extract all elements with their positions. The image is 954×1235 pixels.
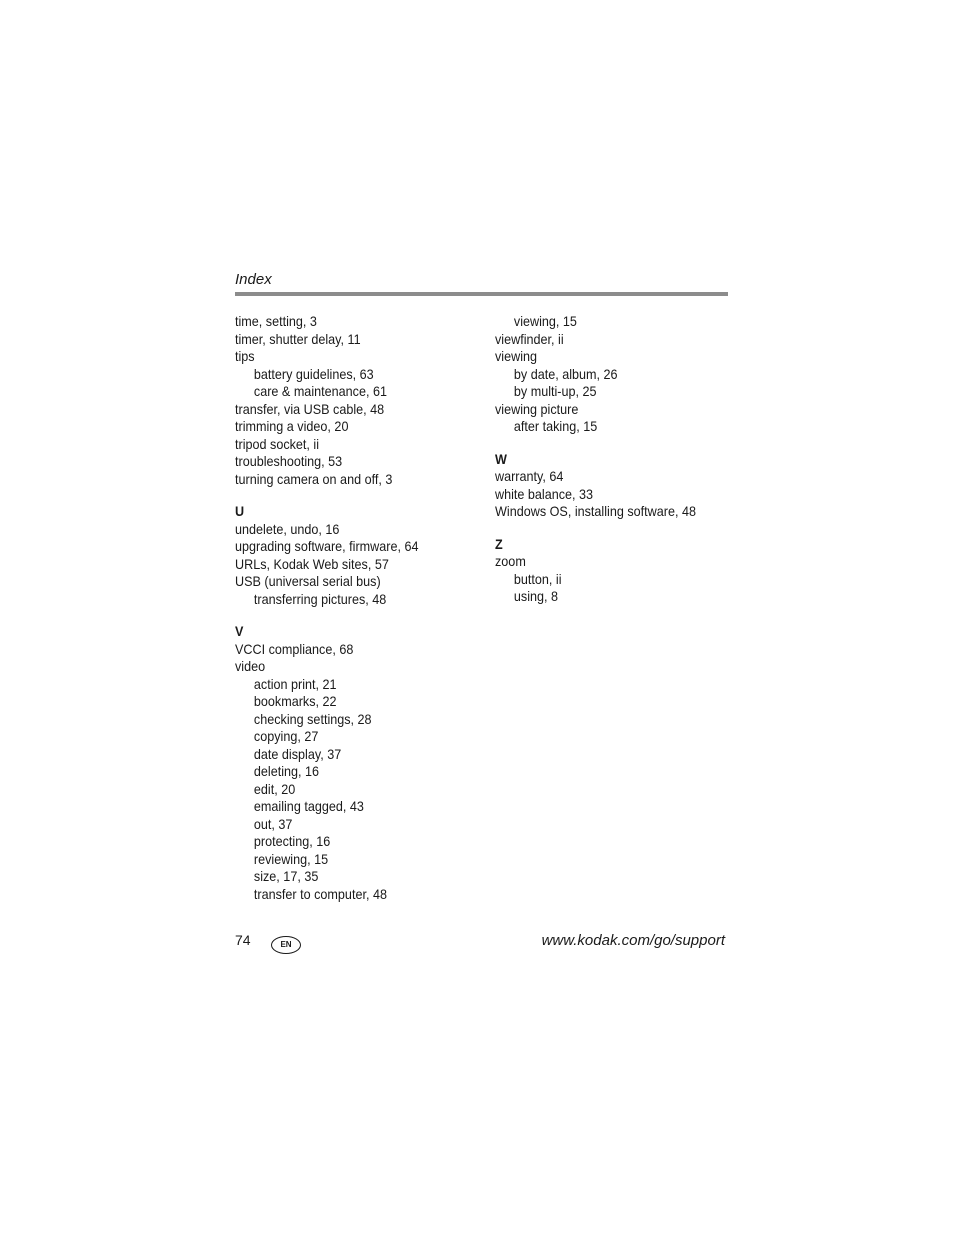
index-column-right bbox=[495, 313, 745, 606]
index-subentry: care & maintenance, 61 bbox=[253, 383, 387, 399]
index-entry: tripod socket, ii bbox=[235, 435, 320, 452]
index-section-letter: W bbox=[495, 450, 507, 467]
index-subentry: action print, 21 bbox=[253, 675, 337, 692]
index-entry: troubleshooting, 53 bbox=[235, 453, 343, 469]
index-entry: viewing bbox=[495, 348, 538, 364]
index-subentry: transferring pictures, 48 bbox=[253, 590, 387, 607]
index-subentry: date display, 37 bbox=[253, 745, 342, 762]
index-subentry: checking settings, 28 bbox=[253, 710, 372, 727]
index-subentry: button, ii bbox=[513, 570, 562, 587]
index-entry: VCCI compliance, 68 bbox=[235, 640, 354, 657]
section-gap bbox=[235, 608, 485, 623]
index-entry: undelete, undo, 16 bbox=[235, 520, 340, 537]
index-section-letter: U bbox=[235, 503, 245, 519]
language-badge-icon: EN bbox=[271, 936, 301, 954]
index-entry: viewfinder, ii bbox=[495, 330, 564, 347]
index-subentry: size, 17, 35 bbox=[253, 868, 319, 884]
index-entry: viewing picture bbox=[495, 400, 579, 417]
index-entry: trimming a video, 20 bbox=[235, 418, 349, 434]
section-gap bbox=[495, 521, 745, 536]
header-rule bbox=[235, 292, 728, 296]
index-section-letter: V bbox=[235, 623, 244, 639]
index-subentry: using, 8 bbox=[513, 588, 559, 604]
index-entry: transfer, via USB cable, 48 bbox=[235, 400, 385, 417]
index-entry: zoom bbox=[495, 553, 526, 569]
index-subentry: after taking, 15 bbox=[513, 418, 598, 434]
index-subentry: transfer to computer, 48 bbox=[253, 885, 387, 902]
index-entry: video bbox=[235, 658, 266, 674]
index-entry: Windows OS, installing software, 48 bbox=[495, 503, 696, 519]
index-subentry: battery guidelines, 63 bbox=[253, 365, 374, 382]
index-entry: timer, shutter delay, 11 bbox=[235, 330, 361, 347]
index-subentry: viewing, 15 bbox=[513, 313, 577, 329]
index-subentry: emailing tagged, 43 bbox=[253, 798, 364, 814]
index-entry: time, setting, 3 bbox=[235, 313, 317, 329]
index-section-letter: Z bbox=[495, 535, 503, 552]
index-entry: USB (universal serial bus) bbox=[235, 573, 381, 589]
index-entry: turning camera on and off, 3 bbox=[235, 470, 393, 487]
index-subentry: by date, album, 26 bbox=[513, 365, 618, 382]
index-subentry: reviewing, 15 bbox=[253, 850, 329, 867]
index-entry: URLs, Kodak Web sites, 57 bbox=[235, 555, 389, 572]
index-subentry: by multi-up, 25 bbox=[513, 383, 597, 399]
page-number: 74 bbox=[235, 932, 251, 948]
index-subentry: protecting, 16 bbox=[253, 833, 331, 849]
index-entry: white balance, 33 bbox=[495, 485, 594, 502]
index-subentry: copying, 27 bbox=[253, 728, 319, 744]
index-column-left bbox=[235, 313, 485, 903]
section-gap bbox=[495, 436, 745, 451]
index-subentry: edit, 20 bbox=[253, 780, 296, 797]
index-subentry: bookmarks, 22 bbox=[253, 693, 337, 709]
index-entry: warranty, 64 bbox=[495, 468, 564, 484]
index-subentry: out, 37 bbox=[253, 815, 293, 832]
support-url: www.kodak.com/go/support bbox=[541, 932, 725, 949]
index-entry: tips bbox=[235, 348, 255, 364]
page-header-title: Index bbox=[235, 271, 272, 288]
index-subentry: deleting, 16 bbox=[253, 763, 320, 779]
index-entry: upgrading software, firmware, 64 bbox=[235, 538, 419, 554]
section-gap bbox=[235, 488, 485, 503]
